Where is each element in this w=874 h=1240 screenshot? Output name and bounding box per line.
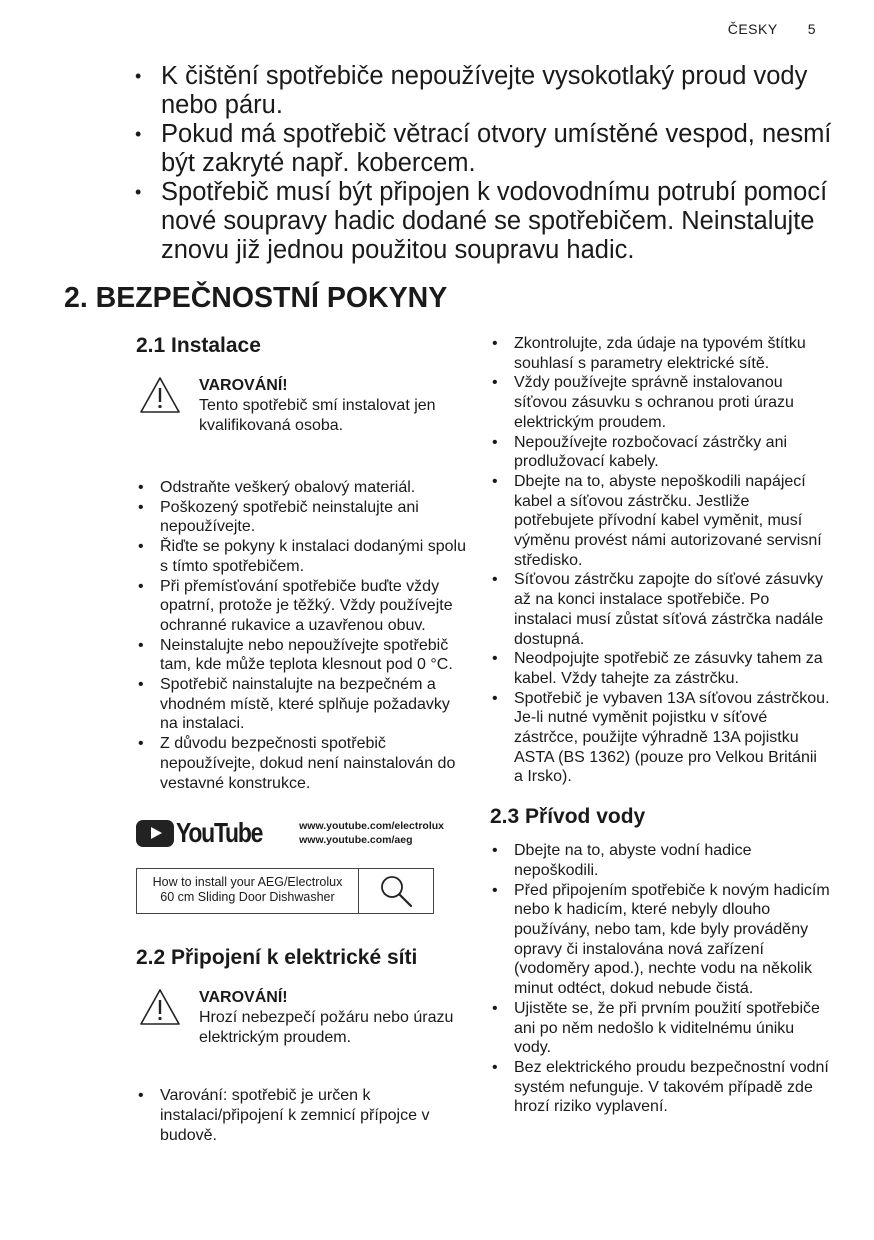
list-item: • Varování: spotřebič je určen k instalaci/připojení k zemnicí přípojce v budově. — [136, 1086, 466, 1145]
list-item: • Spotřebič nainstalujte na bezpečném a vhodném místě, které splňuje požadavky na instalaci. — [136, 675, 466, 734]
search-icon — [378, 873, 414, 909]
right-column — [490, 334, 830, 1117]
list-item: • Odstraňte veškerý obalový materiál. — [136, 478, 466, 498]
list-item: • Neodpojujte spotřebič ze zásuvky tahem za kabel. Vždy tahejte za zástrčku. — [490, 649, 830, 688]
left-column — [136, 334, 466, 1145]
section-title-electrical: 2.2 Připojení k elektrické síti — [136, 946, 418, 970]
youtube-wordmark: YouTube — [176, 817, 263, 849]
youtube-play-icon — [136, 820, 174, 847]
list-item: • Při přemísťování spotřebiče buďte vždy opatrní, protože je těžký. Vždy používejte ochranné rukavice a uzavřenou obuv. — [136, 577, 466, 636]
list-item: • Nepoužívejte rozbočovací zástrčky ani prodlužovací kabely. — [490, 433, 830, 472]
video-search-line: 60 cm Sliding Door Dishwasher — [160, 890, 335, 905]
list-item: • Dbejte na to, abyste nepoškodili napájecí kabel a síťovou zástrčku. Jestliže potřebujete přívodní kabel vyměnit, musí výměnu provést námi autorizované servisní středisko. — [490, 472, 830, 571]
warning-title: VAROVÁNÍ! — [199, 989, 288, 1007]
electrical-bullet-list-continued — [490, 334, 830, 787]
video-search-box — [136, 868, 434, 914]
list-item: • Neinstalujte nebo nepoužívejte spotřebič tam, kde může teplota klesnout pod 0 °C. — [136, 636, 466, 675]
list-item: • Spotřebič musí být připojen k vodovodnímu potrubí pomocí nové soupravy hadic dodané se spotřebičem. Neinstalujte znovu již jednou použitou soupravu hadic. — [135, 178, 835, 265]
warning-block-electrical — [136, 988, 466, 1068]
page-title: 2. BEZPEČNOSTNÍ POKYNY — [64, 282, 448, 314]
list-item: • Poškozený spotřebič neinstalujte ani nepoužívejte. — [136, 498, 466, 537]
intro-bullet-list — [135, 62, 835, 265]
list-item: • Zkontrolujte, zda údaje na typovém štítku souhlasí s parametry elektrické sítě. — [490, 334, 830, 373]
list-item: • Před připojením spotřebiče k novým hadicím nebo k hadicím, které nebyly dlouho používány, nebo tam, kde byly prováděny opravy či instalována nová zařízení (vodoměry apod.), nechte vodu na několik minut odtéct, dokud nebude čistá. — [490, 881, 830, 999]
warning-block-installation — [136, 376, 466, 456]
warning-text: Tento spotřebič smí instalovat jen kvalifikovaná osoba. — [199, 397, 436, 434]
youtube-link-electrolux[interactable]: www.youtube.com/electrolux — [299, 820, 444, 833]
youtube-link-aeg[interactable]: www.youtube.com/aeg — [299, 834, 413, 847]
warning-triangle-icon — [139, 376, 181, 414]
list-item: • Spotřebič je vybaven 13A síťovou zástrčkou. Je-li nutné vyměnit pojistku v síťové zástrčce, použijte výhradně 13A pojistku ASTA (BS 1362) (pouze pro Velkou Británii a Irsko). — [490, 689, 830, 788]
installation-bullet-list — [136, 478, 466, 793]
warning-triangle-icon — [139, 988, 181, 1026]
warning-text: Hrozí nebezpečí požáru nebo úrazu elektrickým proudem. — [199, 1009, 454, 1047]
header-language: ČESKY — [727, 21, 778, 37]
video-search-line: How to install your AEG/Electrolux — [152, 875, 343, 890]
section-title-water-supply: 2.3 Přívod vody — [490, 805, 646, 829]
list-item: • Vždy používejte správně instalovanou síťovou zásuvku s ochranou proti úrazu elektrickým proudem. — [490, 373, 830, 432]
page-header — [728, 21, 816, 37]
list-item: • K čištění spotřebiče nepoužívejte vysokotlaký proud vody nebo páru. — [135, 62, 835, 120]
page-number: 5 — [807, 21, 816, 37]
video-search-cell — [359, 869, 433, 913]
youtube-links — [299, 819, 444, 847]
list-item: • Pokud má spotřebič větrací otvory umístěné vespod, nesmí být zakryté např. kobercem. — [135, 120, 835, 178]
youtube-banner — [136, 815, 466, 851]
list-item: • Ujistěte se, že při prvním použití spotřebiče ani po něm nedošlo k viditelnému úniku vody. — [490, 999, 830, 1058]
video-search-text — [137, 869, 359, 913]
list-item: • Dbejte na to, abyste vodní hadice nepoškodili. — [490, 841, 830, 880]
youtube-logo — [136, 817, 281, 849]
section-title-installation: 2.1 Instalace — [136, 334, 261, 357]
list-item: • Řiďte se pokyny k instalaci dodanými spolu s tímto spotřebičem. — [136, 537, 466, 576]
electrical-bullet-list — [136, 1086, 466, 1145]
list-item: • Síťovou zástrčku zapojte do síťové zásuvky až na konci instalace spotřebiče. Po instalaci musí zůstat síťová zástrčka nadále dostupná. — [490, 570, 830, 649]
list-item: • Z důvodu bezpečnosti spotřebič nepoužívejte, dokud není nainstalován do vestavné konstrukce. — [136, 734, 466, 793]
list-item: • Bez elektrického proudu bezpečnostní vodní systém nefunguje. V takovém případě zde hrozí riziko vyplavení. — [490, 1058, 830, 1117]
water-supply-bullet-list — [490, 841, 830, 1117]
warning-title: VAROVÁNÍ! — [199, 377, 288, 394]
